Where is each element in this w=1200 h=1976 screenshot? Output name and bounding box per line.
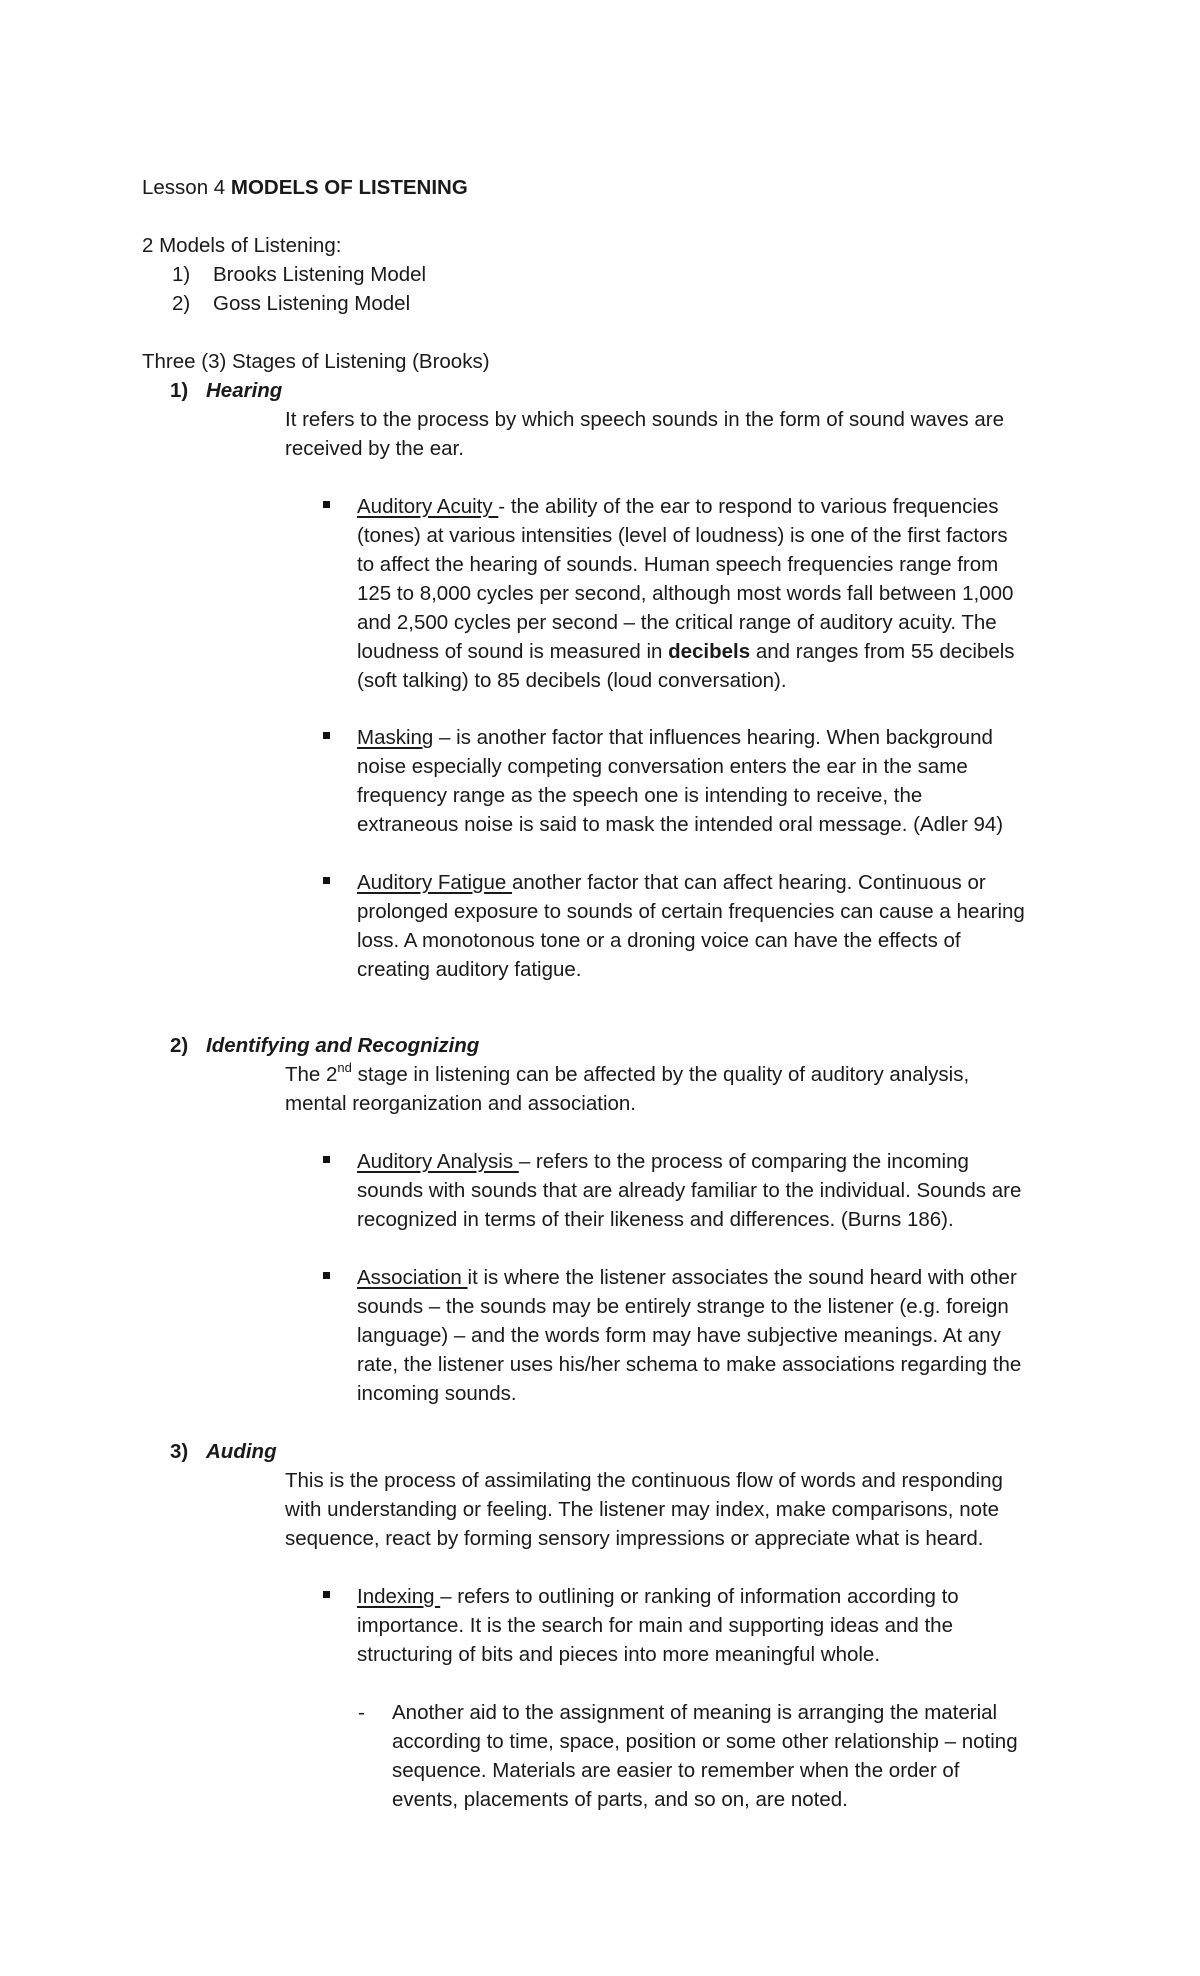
- acuity-line: and 2,500 cycles per second – the critical range of auditory acuity. The: [357, 611, 997, 634]
- indexing-term: Indexing: [357, 1585, 441, 1608]
- masking-term: Masking: [357, 726, 434, 749]
- indexing-line: importance. It is the search for main and supporting ideas and the: [357, 1614, 953, 1637]
- analysis-term: Auditory Analysis: [357, 1150, 519, 1173]
- acuity-line: (tones) at various intensities (level of loudness) is one of the first factors: [357, 524, 1008, 547]
- association-line: rate, the listener uses his/her schema to make associations regarding the: [357, 1353, 1022, 1376]
- square-bullet-icon: [323, 732, 330, 739]
- acuity-line: to affect the hearing of sounds. Human speech frequencies range from: [357, 553, 999, 576]
- analysis-line: sounds with sounds that are already familiar to the individual. Sounds are: [357, 1179, 1022, 1202]
- stage-3-desc-line: with understanding or feeling. The listener may index, make comparisons, note: [285, 1498, 1000, 1521]
- masking-line: noise especially competing conversation enters the ear in the same: [357, 755, 968, 778]
- stage-3-desc-line: sequence, react by forming sensory impressions or appreciate what is heard.: [285, 1527, 984, 1550]
- fatigue-line: loss. A monotonous tone or a droning voice can have the effects of: [357, 929, 961, 952]
- model-item-num: 2): [172, 292, 191, 315]
- sequence-line: according to time, space, position or some other relationship – noting: [392, 1730, 1018, 1753]
- stages-heading: Three (3) Stages of Listening (Brooks): [142, 350, 490, 373]
- stage-1-number: 1): [170, 379, 189, 402]
- association-line-1: Association it is where the listener associates the sound heard with other: [357, 1266, 1017, 1289]
- stage-2-number: 2): [170, 1034, 189, 1057]
- masking-line: extraneous noise is said to mask the intended oral message. (Adler 94): [357, 813, 1004, 836]
- stage-2-desc-line: mental reorganization and association.: [285, 1092, 636, 1115]
- model-item-brooks: Brooks Listening Model: [213, 263, 427, 286]
- model-item-num: 1): [172, 263, 191, 286]
- models-heading: 2 Models of Listening:: [142, 234, 342, 257]
- acuity-line-6: loudness of sound is measured in decibels and ranges from 55 decibels: [357, 640, 1015, 663]
- acuity-line: 125 to 8,000 cycles per second, although most words fall between 1,000: [357, 582, 1014, 605]
- square-bullet-icon: [323, 501, 330, 508]
- model-item-goss: Goss Listening Model: [213, 292, 411, 315]
- square-bullet-icon: [323, 1591, 330, 1598]
- sequence-line: sequence. Materials are easier to remember when the order of: [392, 1759, 960, 1782]
- association-term: Association: [357, 1266, 468, 1289]
- analysis-line: recognized in terms of their likeness and differences. (Burns 186).: [357, 1208, 954, 1231]
- stage-2-title: Identifying and Recognizing: [206, 1034, 480, 1057]
- stage-1-title: Hearing: [206, 379, 283, 402]
- association-line: sounds – the sounds may be entirely strange to the listener (e.g. foreign: [357, 1295, 1009, 1318]
- sequence-line: Another aid to the assignment of meaning is arranging the material: [392, 1701, 998, 1724]
- fatigue-line: prolonged exposure to sounds of certain frequencies can cause a hearing: [357, 900, 1025, 923]
- stage-3-desc-line: This is the process of assimilating the continuous flow of words and responding: [285, 1469, 1003, 1492]
- association-line: language) – and the words form may have subjective meanings. At any: [357, 1324, 1001, 1347]
- lesson-title-bold: MODELS OF LISTENING: [230, 176, 468, 199]
- square-bullet-icon: [323, 1272, 330, 1279]
- indexing-line: structuring of bits and pieces into more meaningful whole.: [357, 1643, 881, 1666]
- decibels-term: decibels: [668, 640, 751, 663]
- indexing-line-1: Indexing – refers to outlining or ranking of information according to: [357, 1585, 959, 1608]
- fatigue-term: Auditory Fatigue: [357, 871, 512, 894]
- square-bullet-icon: [323, 877, 330, 884]
- acuity-line-1: Auditory Acuity - the ability of the ear to respond to various frequencies: [357, 495, 999, 518]
- sequence-line: events, placements of parts, and so on, are noted.: [392, 1788, 848, 1811]
- stage-3-title: Auding: [206, 1440, 277, 1463]
- acuity-term: Auditory Acuity: [357, 495, 499, 518]
- association-line: incoming sounds.: [357, 1382, 517, 1405]
- dash-bullet: -: [358, 1701, 365, 1724]
- lesson-title: [142, 173, 468, 202]
- square-bullet-icon: [323, 1156, 330, 1163]
- stage-1-desc-line: received by the ear.: [285, 437, 464, 460]
- acuity-line: (soft talking) to 85 decibels (loud conversation).: [357, 669, 787, 692]
- fatigue-line: creating auditory fatigue.: [357, 958, 582, 981]
- lesson-title-prefix: Lesson 4: [142, 176, 231, 199]
- masking-line: frequency range as the speech one is intending to receive, the: [357, 784, 923, 807]
- analysis-line-1: Auditory Analysis – refers to the process of comparing the incoming: [357, 1150, 969, 1173]
- stage-2-desc-line-1: The 2nd stage in listening can be affected by the quality of auditory analysis,: [285, 1060, 970, 1086]
- masking-line-1: Masking – is another factor that influences hearing. When background: [357, 726, 993, 749]
- stage-3-number: 3): [170, 1440, 189, 1463]
- stage-1-desc-line: It refers to the process by which speech sounds in the form of sound waves are: [285, 408, 1005, 431]
- fatigue-line-1: Auditory Fatigue another factor that can affect hearing. Continuous or: [357, 871, 986, 894]
